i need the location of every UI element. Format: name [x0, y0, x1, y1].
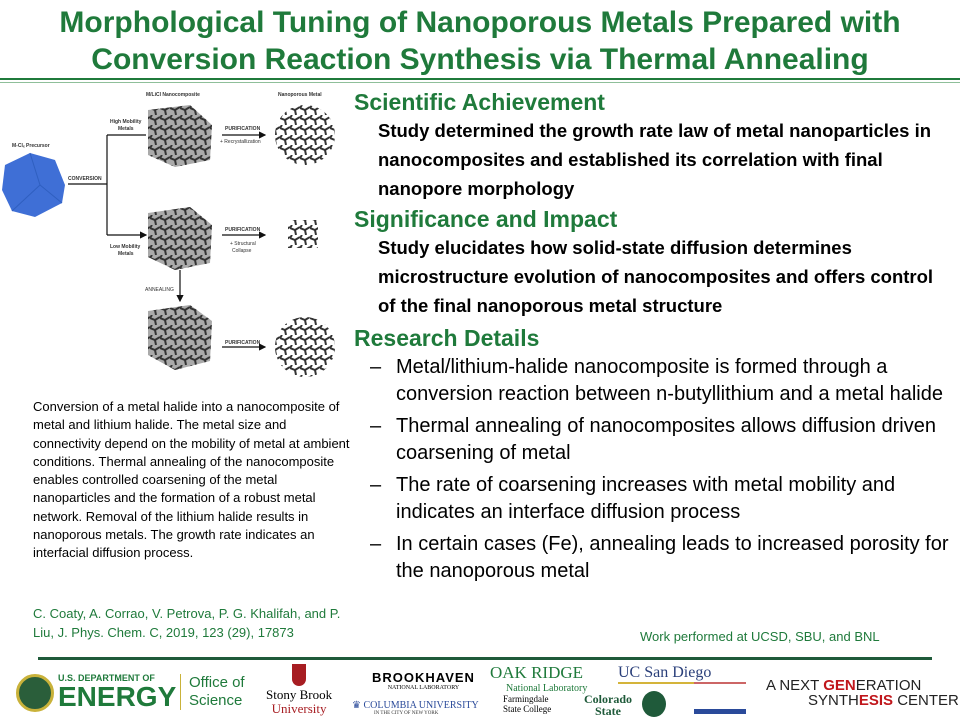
- heading-research-details: Research Details: [354, 325, 540, 351]
- list-item: – In certain cases (Fe), annealing leads to increased porosity for the nanoporous metal: [370, 533, 949, 582]
- oak-ridge-logo: OAK RIDGE National Laboratory: [490, 663, 588, 694]
- csu-ram-icon: [642, 691, 666, 717]
- svg-text:Metals: Metals: [118, 126, 134, 132]
- citation: C. Coaty, A. Corrao, V. Petrova, P. G. Khalifah, and P. Liu, J. Phys. Chem. C, 2019, 123 (29), 17873: [33, 606, 341, 640]
- svg-text:Collapse: Collapse: [232, 248, 252, 254]
- svg-text:High Mobility: High Mobility: [110, 119, 142, 125]
- columbia-logo: ♛ COLUMBIA UNIVERSITY IN THE CITY OF NEW YORK: [352, 700, 479, 716]
- label-conversion: CONVERSION: [68, 176, 102, 182]
- research-details-list: [354, 354, 954, 585]
- footer-divider: [38, 657, 932, 660]
- list-item: – Thermal annealing of nanocomposites allows diffusion driven coarsening of metal: [370, 415, 936, 464]
- slide-title: Morphological Tuning of Nanoporous Metals Prepared with Conversion Reaction Synthesis via Thermal Annealing: [59, 6, 901, 76]
- label-metal: Nanoporous Metal: [278, 92, 322, 98]
- label-precursor: M-Clₓ Precursor: [12, 143, 50, 149]
- heading-significance: Significance and Impact: [354, 206, 618, 232]
- svg-text:+ Structural: + Structural: [230, 241, 256, 247]
- nanoporous-metal-1: [275, 105, 335, 165]
- stony-brook-logo: Stony Brook University: [266, 664, 332, 716]
- svg-text:PURIFICATION: PURIFICATION: [225, 340, 261, 346]
- title-divider-thin: [0, 82, 960, 83]
- doe-seal-icon: [16, 674, 54, 712]
- significance-text: Study elucidates how solid-state diffusion determines microstructure evolution of nanocomposites and offers control of the final nanoporous metal structure: [378, 237, 934, 316]
- nanocomposite-annealed: [148, 305, 212, 370]
- achievement-text: Study determined the growth rate law of metal nanoparticles in nanocomposites and established its correlation with final nanopore morphology: [378, 120, 932, 199]
- svg-text:Metals: Metals: [118, 251, 134, 257]
- content-column: [354, 88, 954, 590]
- farmingdale-logo: Farmingdale State College: [503, 694, 552, 714]
- ngsc-logo: A NEXT GENERATION SYNTHESIS CENTER: [766, 677, 959, 709]
- doe-logo: U.S. DEPARTMENT OF ENERGY: [58, 673, 177, 712]
- office-of-science-logo: Office of Science: [180, 674, 245, 710]
- work-performed-note: Work performed at UCSD, SBU, and BNL: [640, 629, 880, 644]
- nanoporous-metal-2: [275, 317, 335, 377]
- svg-text:PURIFICATION: PURIFICATION: [225, 227, 261, 233]
- nanoporous-metal-collapsed: [288, 220, 318, 248]
- list-item: – Metal/lithium-halide nanocomposite is formed through a conversion reaction between n-butyllithium and a metal halide: [370, 356, 943, 405]
- svg-text:Low Mobility: Low Mobility: [110, 244, 141, 250]
- title-divider: [0, 78, 960, 80]
- berkeley-lab-icon: [694, 682, 746, 714]
- svg-text:+ Recrystallization: + Recrystallization: [220, 139, 261, 145]
- nanocomposite-low: [148, 207, 212, 270]
- colorado-state-logo: Colorado State: [584, 692, 632, 718]
- heading-scientific-achievement: Scientific Achievement: [354, 89, 605, 115]
- synthesis-diagram: [0, 85, 350, 385]
- brookhaven-logo: BROOKHAVEN NATIONAL LABORATORY: [372, 670, 475, 691]
- svg-text:ANNEALING: ANNEALING: [145, 287, 174, 293]
- figure-caption: Conversion of a metal halide into a nanocomposite of metal and lithium halide. The metal size and connectivity depend on the mobility of metal at ambient conditions. Thermal annealing of the nanocomposite enables controlled coarsening of the metal nanoparticles and the formation of a robust metal network. Removal of the lithium halide results in nanoporous metals. The growth rate indicates an interfacial diffusion process.: [33, 399, 350, 561]
- ucsd-logo: UC San Diego: [618, 664, 711, 684]
- list-item: – The rate of coarsening increases with metal mobility and indicates an interface diffusion process: [370, 474, 896, 523]
- nanocomposite-high: [148, 105, 212, 167]
- label-composite: M/LiCl Nanocomposite: [146, 92, 200, 98]
- svg-text:PURIFICATION: PURIFICATION: [225, 126, 261, 132]
